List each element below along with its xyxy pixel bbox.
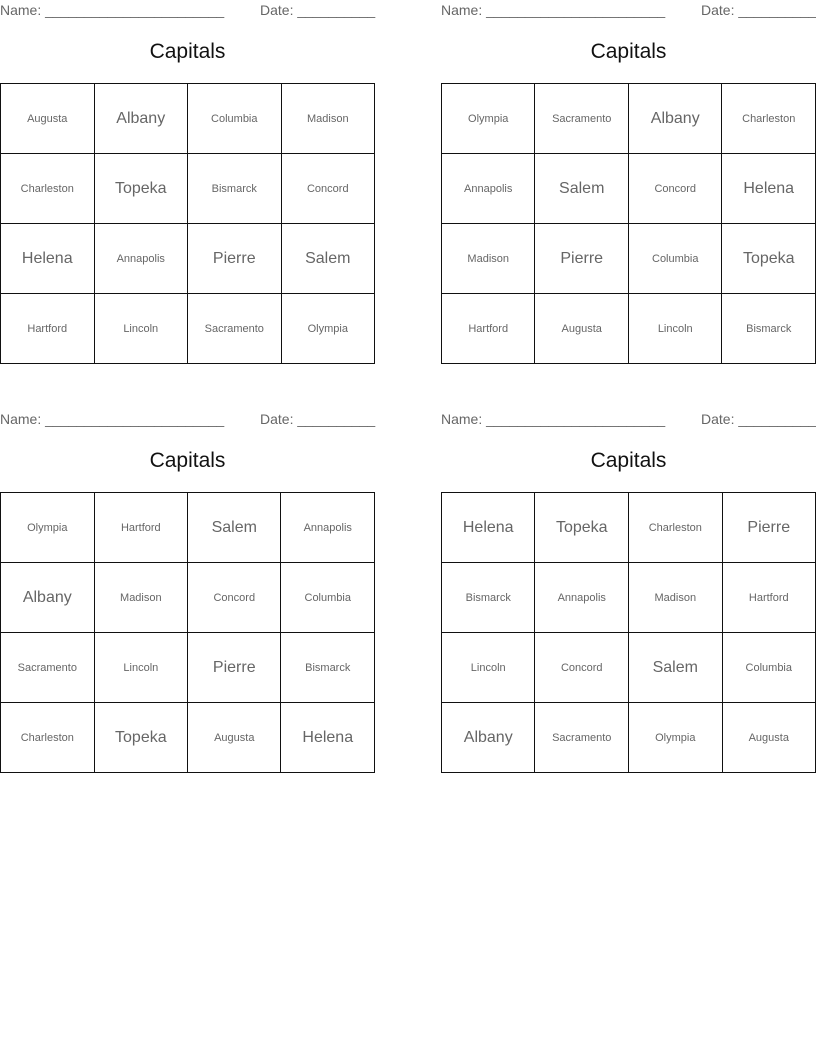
grid-cell: Lincoln <box>442 633 535 703</box>
grid-cell: Salem <box>188 493 281 563</box>
grid-cell: Bismarck <box>187 154 281 224</box>
name-field-label: Name: _______________________ <box>0 2 225 18</box>
grid-cell: Helena <box>442 493 535 563</box>
grid-row <box>1 703 375 773</box>
grid-row <box>1 633 375 703</box>
grid-cell: Helena <box>281 703 375 773</box>
grid-cell: Olympia <box>1 493 95 563</box>
grid-cell: Olympia <box>442 84 535 154</box>
grid-row <box>442 703 816 773</box>
grid-row <box>1 493 375 563</box>
grid-row <box>442 563 816 633</box>
date-field-label: Date: __________ <box>260 2 376 18</box>
grid-cell: Annapolis <box>281 493 375 563</box>
grid-cell: Bismarck <box>281 633 375 703</box>
grid-cell: Salem <box>629 633 723 703</box>
card-header <box>0 2 375 18</box>
grid-cell: Concord <box>629 154 722 224</box>
grid-row <box>442 84 816 154</box>
grid-row <box>442 154 816 224</box>
grid-cell: Salem <box>535 154 629 224</box>
card-title: Capitals <box>149 40 226 63</box>
date-field-label: Date: __________ <box>701 2 816 18</box>
grid-row <box>1 154 375 224</box>
grid-cell: Annapolis <box>442 154 535 224</box>
grid-cell: Hartford <box>442 294 535 364</box>
grid-row <box>442 294 816 364</box>
grid-cell: Salem <box>281 224 374 294</box>
grid-row <box>442 224 816 294</box>
grid-cell: Bismarck <box>722 294 816 364</box>
grid-cell: Columbia <box>281 563 375 633</box>
grid-cell: Concord <box>188 563 281 633</box>
grid-cell: Annapolis <box>535 563 629 633</box>
grid-cell: Hartford <box>722 563 815 633</box>
grid-cell: Olympia <box>629 703 723 773</box>
grid-cell: Hartford <box>1 294 95 364</box>
grid-cell: Helena <box>1 224 95 294</box>
grid-row <box>442 633 816 703</box>
name-field-label: Name: _______________________ <box>0 411 225 427</box>
grid-cell: Albany <box>94 84 187 154</box>
name-field-label: Name: _______________________ <box>441 411 666 427</box>
grid-cell: Lincoln <box>629 294 722 364</box>
grid-cell: Albany <box>1 563 95 633</box>
name-field-label: Name: _______________________ <box>441 2 666 18</box>
grid-cell: Annapolis <box>94 224 187 294</box>
grid-cell: Pierre <box>187 224 281 294</box>
grid-cell: Albany <box>629 84 722 154</box>
grid-cell: Augusta <box>722 703 815 773</box>
grid-cell: Topeka <box>722 224 816 294</box>
grid-cell: Topeka <box>94 703 187 773</box>
grid-row <box>1 563 375 633</box>
bingo-grid <box>0 83 375 364</box>
card-title: Capitals <box>149 449 226 472</box>
grid-cell: Albany <box>442 703 535 773</box>
grid-cell: Sacramento <box>535 703 629 773</box>
grid-cell: Topeka <box>94 154 187 224</box>
grid-cell: Topeka <box>535 493 629 563</box>
grid-cell: Madison <box>442 224 535 294</box>
card-header <box>0 411 375 427</box>
grid-row <box>442 493 816 563</box>
grid-cell: Madison <box>281 84 374 154</box>
grid-cell: Lincoln <box>94 633 187 703</box>
grid-cell: Concord <box>281 154 374 224</box>
grid-cell: Charleston <box>629 493 723 563</box>
grid-cell: Columbia <box>722 633 815 703</box>
grid-cell: Helena <box>722 154 816 224</box>
date-field-label: Date: __________ <box>260 411 376 427</box>
date-field-label: Date: __________ <box>701 411 816 427</box>
grid-cell: Madison <box>94 563 187 633</box>
grid-cell: Charleston <box>1 703 95 773</box>
grid-row <box>1 84 375 154</box>
grid-cell: Charleston <box>722 84 816 154</box>
grid-cell: Concord <box>535 633 629 703</box>
grid-cell: Pierre <box>535 224 629 294</box>
grid-row <box>1 294 375 364</box>
bingo-card <box>441 0 816 364</box>
card-title: Capitals <box>590 449 667 472</box>
grid-row <box>1 224 375 294</box>
grid-cell: Bismarck <box>442 563 535 633</box>
grid-cell: Pierre <box>188 633 281 703</box>
grid-cell: Charleston <box>1 154 95 224</box>
grid-cell: Augusta <box>535 294 629 364</box>
grid-cell: Lincoln <box>94 294 187 364</box>
card-header <box>441 2 816 18</box>
grid-cell: Sacramento <box>1 633 95 703</box>
grid-cell: Olympia <box>281 294 374 364</box>
grid-cell: Columbia <box>187 84 281 154</box>
bingo-card <box>0 0 375 364</box>
grid-cell: Augusta <box>1 84 95 154</box>
grid-cell: Madison <box>629 563 723 633</box>
grid-cell: Sacramento <box>535 84 629 154</box>
card-title: Capitals <box>590 40 667 63</box>
grid-cell: Pierre <box>722 493 815 563</box>
grid-cell: Sacramento <box>187 294 281 364</box>
grid-cell: Hartford <box>94 493 187 563</box>
grid-cell: Augusta <box>188 703 281 773</box>
bingo-card <box>0 409 375 773</box>
bingo-grid <box>441 83 816 364</box>
bingo-card <box>441 409 816 773</box>
card-header <box>441 411 816 427</box>
bingo-grid <box>441 492 816 773</box>
bingo-grid <box>0 492 375 773</box>
grid-cell: Columbia <box>629 224 722 294</box>
